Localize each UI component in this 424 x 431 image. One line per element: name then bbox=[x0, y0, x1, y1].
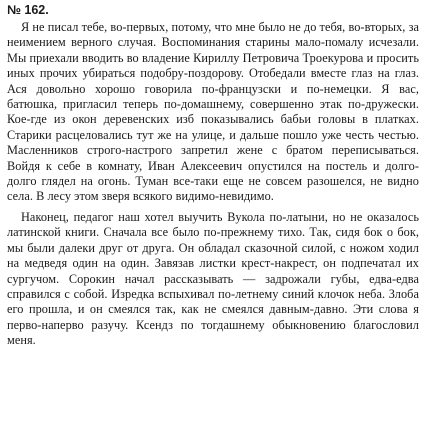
exercise-paragraph-1: Я не писал тебе, во-первых, потому, что мне было не до тебя, во-вторых, за неимением верного случая. Воспоминания старины мало-помалу исчезали. Мы приехали вводить во владение Кириллу Петровича Троекурова и просить иных прочих убираться подобру-поздорову. Отобедали вместе глаз на глаз. Ася довольно хорошо говорила по-французски и по-немецки. Я вас, батюшка, пригласил теперь по-домашнему, совершенно этак по-дружески. Кое-где из окон деревенских изб показывались бабьи головы в платках. Старики расцеловались тут же на улице, и дальше пошло уже честь честью. Масленников строго-настрого запретил жене с братом переписываться. Войдя к себе в комнату, Иван Алексеевич опустился на постель и долго-долго глядел на огонь. Туман все-таки еще не совсем разошелся, не видно села. В лесу этом зверя всякого видимо-невидимо. bbox=[7, 20, 419, 204]
exercise-number: № 162. bbox=[7, 3, 49, 17]
textbook-page bbox=[7, 3, 419, 429]
exercise-paragraph-2: Наконец, педагог наш хотел выучить Вукола по-латыни, но не оказалось латинской книги. Сначала все было по-прежнему тихо. Так, сидя бок о бок, мы были далеки друг от друга. Он обладал сказочной силой, с ножом ходил на медведя один на один. Завязав листки крест-накрест, он подпечатал их сургучом. Сорокин начал рассказывать — задрожали губы, едва-едва справился с собой. Изредка вспыхивал по-летнему синий клочок неба. Злоба его прошла, и он смеялся так, как не смеялся давным-давно. Эти слова я перво-наперво разучу. Ксендз по тогдашнему обыкновению благословил меня. bbox=[7, 209, 419, 348]
